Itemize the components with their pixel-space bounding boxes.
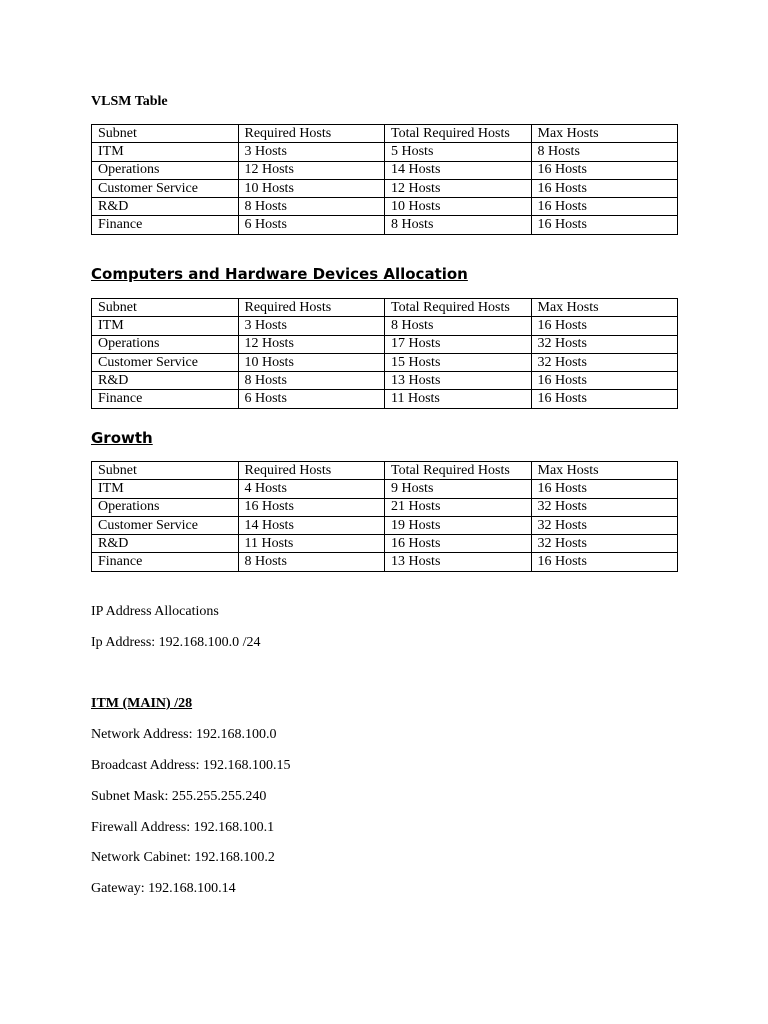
table-row	[92, 179, 678, 197]
table-cell: 12 Hosts	[385, 179, 532, 197]
itm-firewall-address: Firewall Address: 192.168.100.1	[91, 820, 275, 835]
table-cell: 16 Hosts	[531, 553, 678, 571]
table-cell: ITM	[92, 480, 239, 498]
vlsm-table-title: VLSM Table	[91, 94, 168, 109]
table-cell: 16 Hosts	[531, 480, 678, 498]
table-row	[92, 535, 678, 553]
table-cell: ITM	[92, 143, 239, 161]
table-cell: 8 Hosts	[385, 317, 532, 335]
table-cell: 10 Hosts	[385, 198, 532, 216]
table-header-cell: Total Required Hosts	[385, 462, 532, 480]
itm-network-address: Network Address: 192.168.100.0	[91, 727, 277, 742]
table-cell: 13 Hosts	[385, 372, 532, 390]
table-header-cell: Required Hosts	[238, 462, 385, 480]
itm-main-heading: ITM (MAIN) /28	[91, 696, 193, 711]
table-cell: R&D	[92, 535, 239, 553]
table-cell: 4 Hosts	[238, 480, 385, 498]
table-cell: 9 Hosts	[385, 480, 532, 498]
table-cell: Finance	[92, 553, 239, 571]
table-cell: 8 Hosts	[531, 143, 678, 161]
table-cell: 8 Hosts	[238, 553, 385, 571]
hardware-allocation-title: Computers and Hardware Devices Allocation	[91, 265, 468, 283]
table-cell: 32 Hosts	[531, 516, 678, 534]
table-cell: 32 Hosts	[531, 335, 678, 353]
growth-table	[91, 461, 678, 572]
table-cell: Finance	[92, 390, 239, 408]
table-cell: 16 Hosts	[531, 216, 678, 234]
table-row	[92, 161, 678, 179]
table-cell: Customer Service	[92, 353, 239, 371]
table-row	[92, 372, 678, 390]
table-cell: 16 Hosts	[531, 390, 678, 408]
table-cell: 32 Hosts	[531, 498, 678, 516]
table-header-cell: Subnet	[92, 462, 239, 480]
table-cell: 32 Hosts	[531, 353, 678, 371]
table-row	[92, 390, 678, 408]
table-cell: 8 Hosts	[385, 216, 532, 234]
table-cell: 11 Hosts	[238, 535, 385, 553]
table-cell: 19 Hosts	[385, 516, 532, 534]
table-header-cell: Max Hosts	[531, 125, 678, 143]
table-cell: 16 Hosts	[531, 161, 678, 179]
table-row	[92, 335, 678, 353]
table-cell: 14 Hosts	[385, 161, 532, 179]
table-header-cell: Max Hosts	[531, 299, 678, 317]
table-header-cell: Max Hosts	[531, 462, 678, 480]
table-cell: 14 Hosts	[238, 516, 385, 534]
table-header-cell: Required Hosts	[238, 125, 385, 143]
table-cell: Customer Service	[92, 179, 239, 197]
itm-gateway: Gateway: 192.168.100.14	[91, 881, 236, 896]
itm-network-cabinet: Network Cabinet: 192.168.100.2	[91, 850, 275, 865]
table-header-row	[92, 462, 678, 480]
table-cell: Customer Service	[92, 516, 239, 534]
table-cell: 10 Hosts	[238, 353, 385, 371]
table-cell: 3 Hosts	[238, 317, 385, 335]
table-cell: 6 Hosts	[238, 216, 385, 234]
table-row	[92, 143, 678, 161]
table-cell: 16 Hosts	[531, 317, 678, 335]
table-row	[92, 317, 678, 335]
table-cell: 16 Hosts	[385, 535, 532, 553]
table-cell: ITM	[92, 317, 239, 335]
table-cell: R&D	[92, 372, 239, 390]
table-cell: 3 Hosts	[238, 143, 385, 161]
table-cell: 16 Hosts	[531, 372, 678, 390]
hardware-allocation-table	[91, 298, 678, 409]
ip-allocations-heading: IP Address Allocations	[91, 604, 219, 619]
table-cell: 6 Hosts	[238, 390, 385, 408]
table-row	[92, 480, 678, 498]
table-cell: 15 Hosts	[385, 353, 532, 371]
table-cell: 17 Hosts	[385, 335, 532, 353]
table-header-cell: Subnet	[92, 125, 239, 143]
vlsm-table	[91, 124, 678, 235]
table-row	[92, 498, 678, 516]
table-cell: 10 Hosts	[238, 179, 385, 197]
table-row	[92, 553, 678, 571]
table-cell: Operations	[92, 161, 239, 179]
table-cell: 12 Hosts	[238, 335, 385, 353]
table-cell: 11 Hosts	[385, 390, 532, 408]
table-cell: 8 Hosts	[238, 372, 385, 390]
table-cell: 12 Hosts	[238, 161, 385, 179]
itm-subnet-mask: Subnet Mask: 255.255.255.240	[91, 789, 267, 804]
table-header-cell: Subnet	[92, 299, 239, 317]
table-cell: Operations	[92, 335, 239, 353]
table-cell: 8 Hosts	[238, 198, 385, 216]
table-header-cell: Total Required Hosts	[385, 125, 532, 143]
table-cell: 5 Hosts	[385, 143, 532, 161]
table-cell: 16 Hosts	[531, 179, 678, 197]
table-cell: 13 Hosts	[385, 553, 532, 571]
table-cell: 32 Hosts	[531, 535, 678, 553]
table-header-row	[92, 125, 678, 143]
table-cell: Operations	[92, 498, 239, 516]
ip-address-line: Ip Address: 192.168.100.0 /24	[91, 635, 261, 650]
table-row	[92, 353, 678, 371]
table-cell: 16 Hosts	[531, 198, 678, 216]
table-cell: 16 Hosts	[238, 498, 385, 516]
table-header-row	[92, 299, 678, 317]
table-row	[92, 216, 678, 234]
growth-title: Growth	[91, 429, 153, 447]
table-header-cell: Required Hosts	[238, 299, 385, 317]
table-cell: Finance	[92, 216, 239, 234]
table-row	[92, 198, 678, 216]
itm-broadcast-address: Broadcast Address: 192.168.100.15	[91, 758, 291, 773]
table-cell: R&D	[92, 198, 239, 216]
table-header-cell: Total Required Hosts	[385, 299, 532, 317]
table-cell: 21 Hosts	[385, 498, 532, 516]
table-row	[92, 516, 678, 534]
